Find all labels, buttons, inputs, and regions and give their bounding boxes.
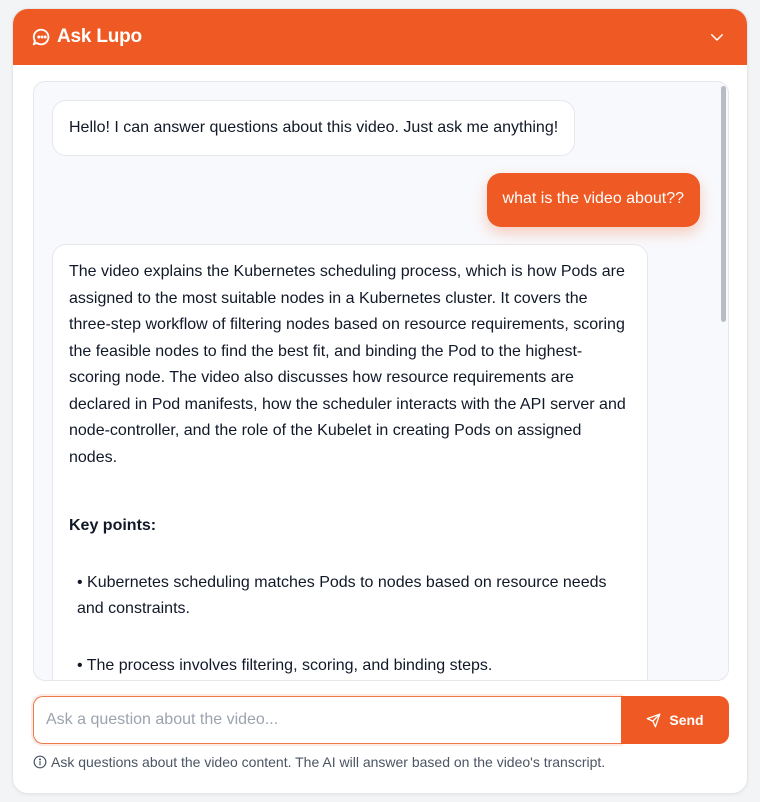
send-label: Send xyxy=(669,712,704,728)
chat-bubble-icon xyxy=(31,26,53,48)
help-hint xyxy=(33,754,605,770)
chat-header xyxy=(13,9,747,65)
composer xyxy=(33,696,729,744)
message-list[interactable] xyxy=(33,81,729,681)
answer-summary: The video explains the Kubernetes scheduling process, which is how Pods are assigned to the most suitable nodes in a Kubernetes cluster. It covers the three-step workflow of filtering nodes based on resource requirements, scoring the feasible nodes to find the best fit, and binding the Pod to the highest-scoring node. The video also discusses how resource requirements are declared in Pod manifests, how the scheduler interacts with the API server and node-controller, and the role of the Kubelet in creating Pods on assigned nodes. xyxy=(69,263,626,466)
message-scrollbar[interactable] xyxy=(721,86,726,322)
assistant-message: Hello! I can answer questions about this video. Just ask me anything! xyxy=(52,100,575,156)
key-points-heading: Key points: xyxy=(69,517,157,534)
chat-title: Ask Lupo xyxy=(57,26,142,47)
info-icon xyxy=(33,755,47,769)
assistant-message xyxy=(52,244,648,681)
send-icon xyxy=(646,713,661,728)
chevron-down-icon[interactable] xyxy=(705,25,729,49)
chat-panel xyxy=(12,8,748,794)
key-point-item: • Kubernetes scheduling matches Pods to nodes based on resource needs and constraints. xyxy=(77,573,607,617)
help-text: Ask questions about the video content. The AI will answer based on the video's transcript. xyxy=(51,754,606,770)
user-message: what is the video about?? xyxy=(487,173,700,227)
key-point-item: • The process involves filtering, scoring, and binding steps. xyxy=(77,656,493,674)
question-input[interactable] xyxy=(33,696,621,744)
send-button[interactable] xyxy=(621,696,729,744)
